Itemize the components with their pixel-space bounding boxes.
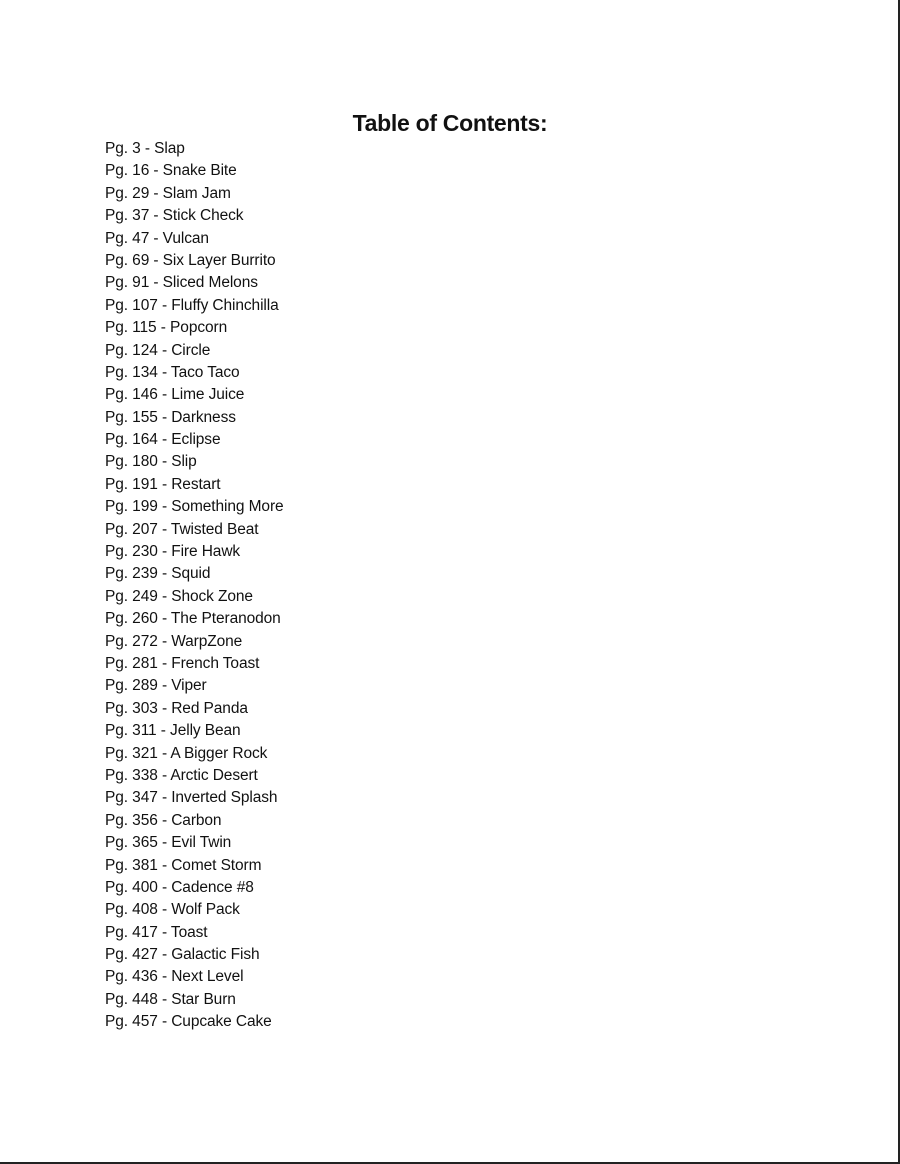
toc-entry: Pg. 29 - Slam Jam — [105, 184, 231, 202]
toc-entry: Pg. 191 - Restart — [105, 475, 221, 493]
toc-entry: Pg. 457 - Cupcake Cake — [105, 1013, 272, 1031]
toc-entry: Pg. 356 - Carbon — [105, 811, 222, 829]
toc-entry: Pg. 436 - Next Level — [105, 968, 244, 986]
toc-entry: Pg. 311 - Jelly Bean — [105, 722, 241, 740]
toc-entry: Pg. 417 - Toast — [105, 923, 208, 941]
toc-entry: Pg. 47 - Vulcan — [105, 229, 209, 247]
toc-entry: Pg. 365 - Evil Twin — [105, 834, 232, 852]
toc-entry: Pg. 408 - Wolf Pack — [105, 901, 240, 919]
toc-entry: Pg. 321 - A Bigger Rock — [105, 744, 268, 762]
toc-entry: Pg. 164 - Eclipse — [105, 431, 221, 449]
toc-entry: Pg. 16 - Snake Bite — [105, 162, 237, 180]
toc-entry: Pg. 180 - Slip — [105, 453, 197, 471]
toc-entry: Pg. 207 - Twisted Beat — [105, 520, 259, 538]
toc-entry: Pg. 260 - The Pteranodon — [105, 610, 281, 628]
toc-entry: Pg. 281 - French Toast — [105, 654, 260, 672]
toc-entry: Pg. 146 - Lime Juice — [105, 386, 245, 404]
toc-entry: Pg. 347 - Inverted Splash — [105, 789, 278, 807]
toc-entry: Pg. 338 - Arctic Desert — [105, 766, 258, 784]
toc-entry: Pg. 381 - Comet Storm — [105, 856, 262, 874]
toc-entry: Pg. 69 - Six Layer Burrito — [105, 251, 276, 269]
toc-entry: Pg. 400 - Cadence #8 — [105, 878, 254, 896]
toc-entry: Pg. 199 - Something More — [105, 498, 284, 516]
toc-entry: Pg. 155 - Darkness — [105, 408, 236, 426]
toc-entry: Pg. 115 - Popcorn — [105, 319, 228, 337]
toc-entry: Pg. 289 - Viper — [105, 677, 207, 695]
toc-entry: Pg. 91 - Sliced Melons — [105, 274, 258, 292]
toc-entry: Pg. 37 - Stick Check — [105, 207, 244, 225]
toc-entry: Pg. 3 - Slap — [105, 140, 185, 157]
toc-entry: Pg. 303 - Red Panda — [105, 699, 248, 717]
toc-entry: Pg. 134 - Taco Taco — [105, 363, 240, 381]
toc-entry: Pg. 427 - Galactic Fish — [105, 946, 260, 964]
toc-list — [105, 138, 284, 1034]
toc-entry: Pg. 249 - Shock Zone — [105, 587, 253, 605]
toc-entry: Pg. 107 - Fluffy Chinchilla — [105, 296, 279, 314]
toc-entry: Pg. 230 - Fire Hawk — [105, 543, 241, 561]
toc-entry: Pg. 448 - Star Burn — [105, 990, 236, 1008]
toc-entry: Pg. 239 - Squid — [105, 565, 211, 583]
toc-entry: Pg. 124 - Circle — [105, 341, 211, 359]
toc-entry: Pg. 272 - WarpZone — [105, 632, 243, 650]
page-title: Table of Contents: — [352, 110, 548, 136]
